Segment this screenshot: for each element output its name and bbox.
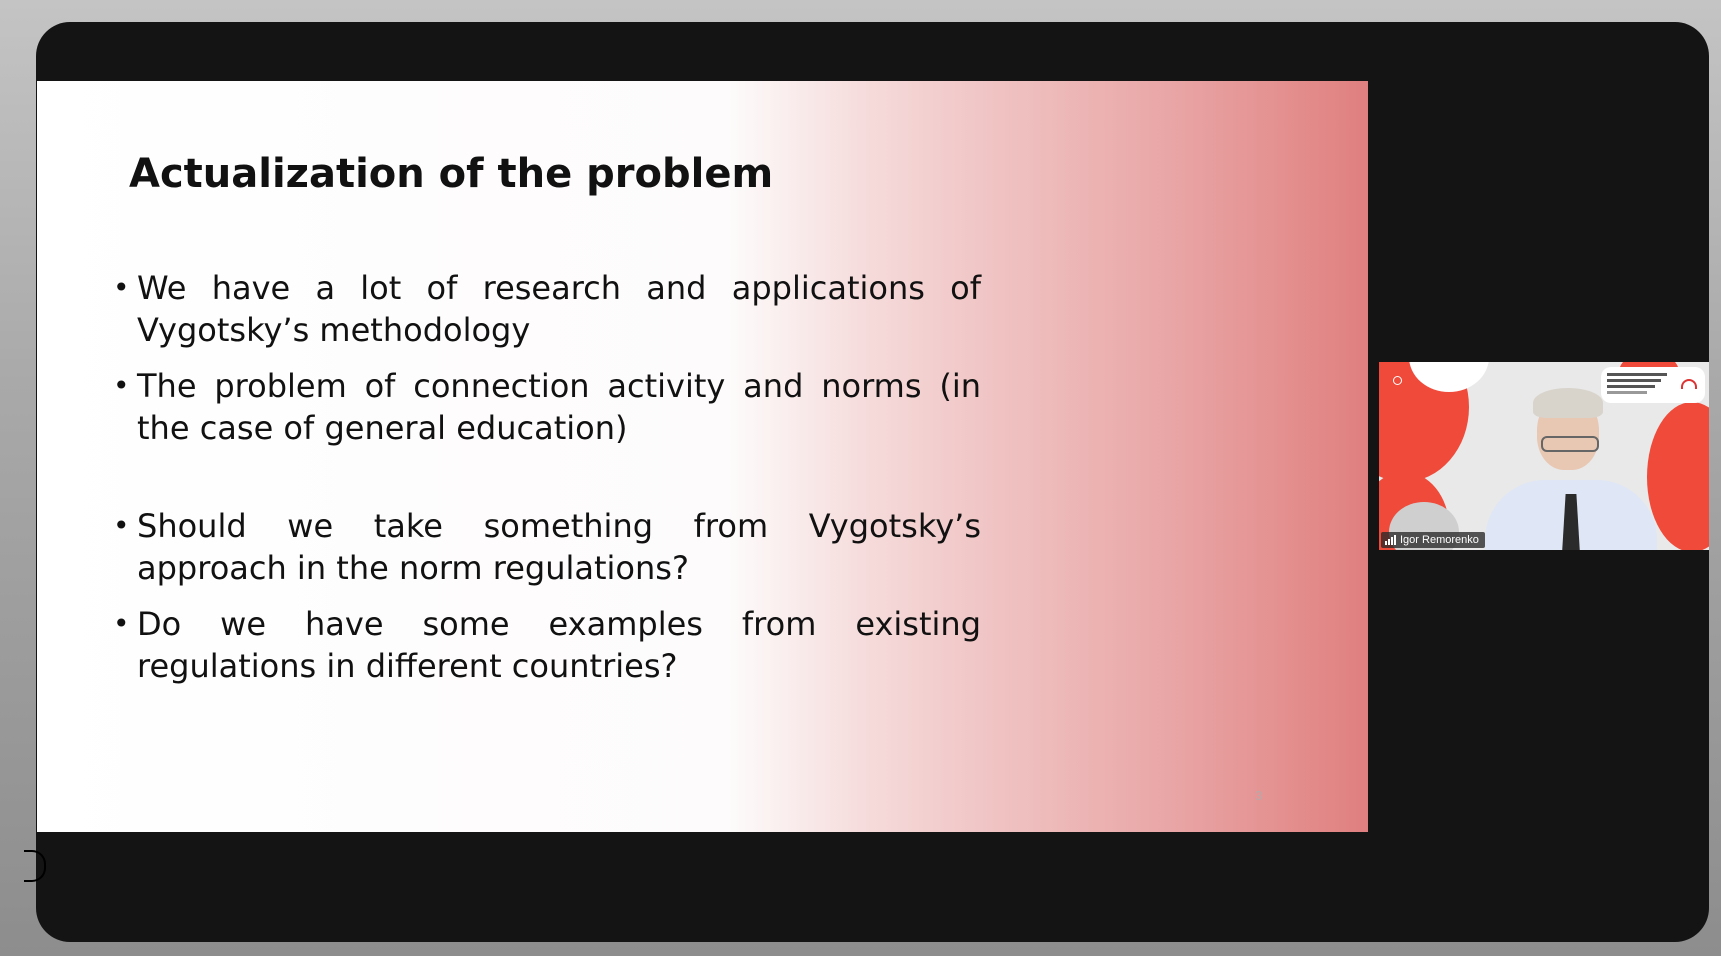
bullet-list [113, 267, 981, 701]
bullet-text: We have a lot of research and applications of Vygotsky’s methodology [137, 269, 981, 349]
speaker-hair [1533, 388, 1603, 418]
speaker-glasses [1541, 436, 1599, 452]
bullet-dot-icon: • [113, 369, 130, 402]
bullet-item [113, 603, 981, 687]
bullet-dot-icon: • [113, 509, 130, 542]
slide-page-number: 3 [1255, 788, 1263, 803]
shared-slide [37, 81, 1368, 832]
ring-icon [1393, 376, 1402, 385]
bullet-text: The problem of connection activity and norms (in the case of general education) [137, 367, 981, 447]
bullet-item [113, 365, 981, 449]
bullet-dot-icon: • [113, 271, 130, 304]
bullet-text: Should we take something from Vygotsky’s approach in the norm regulations? [137, 507, 981, 587]
background-shape [1647, 402, 1709, 550]
participant-video-tile[interactable] [1379, 362, 1709, 550]
bullet-text: Do we have some examples from existing regulations in different countries? [137, 605, 981, 685]
bullet-dot-icon: • [113, 607, 130, 640]
signal-bars-icon [1385, 535, 1396, 545]
participant-name-tag [1381, 532, 1485, 548]
event-logo-badge [1601, 367, 1705, 403]
bullet-item [113, 267, 981, 351]
bullet-item [113, 505, 981, 589]
meeting-window [36, 22, 1709, 942]
slide-title: Actualization of the problem [129, 151, 774, 197]
participant-name: Igor Remorenko [1400, 534, 1479, 546]
